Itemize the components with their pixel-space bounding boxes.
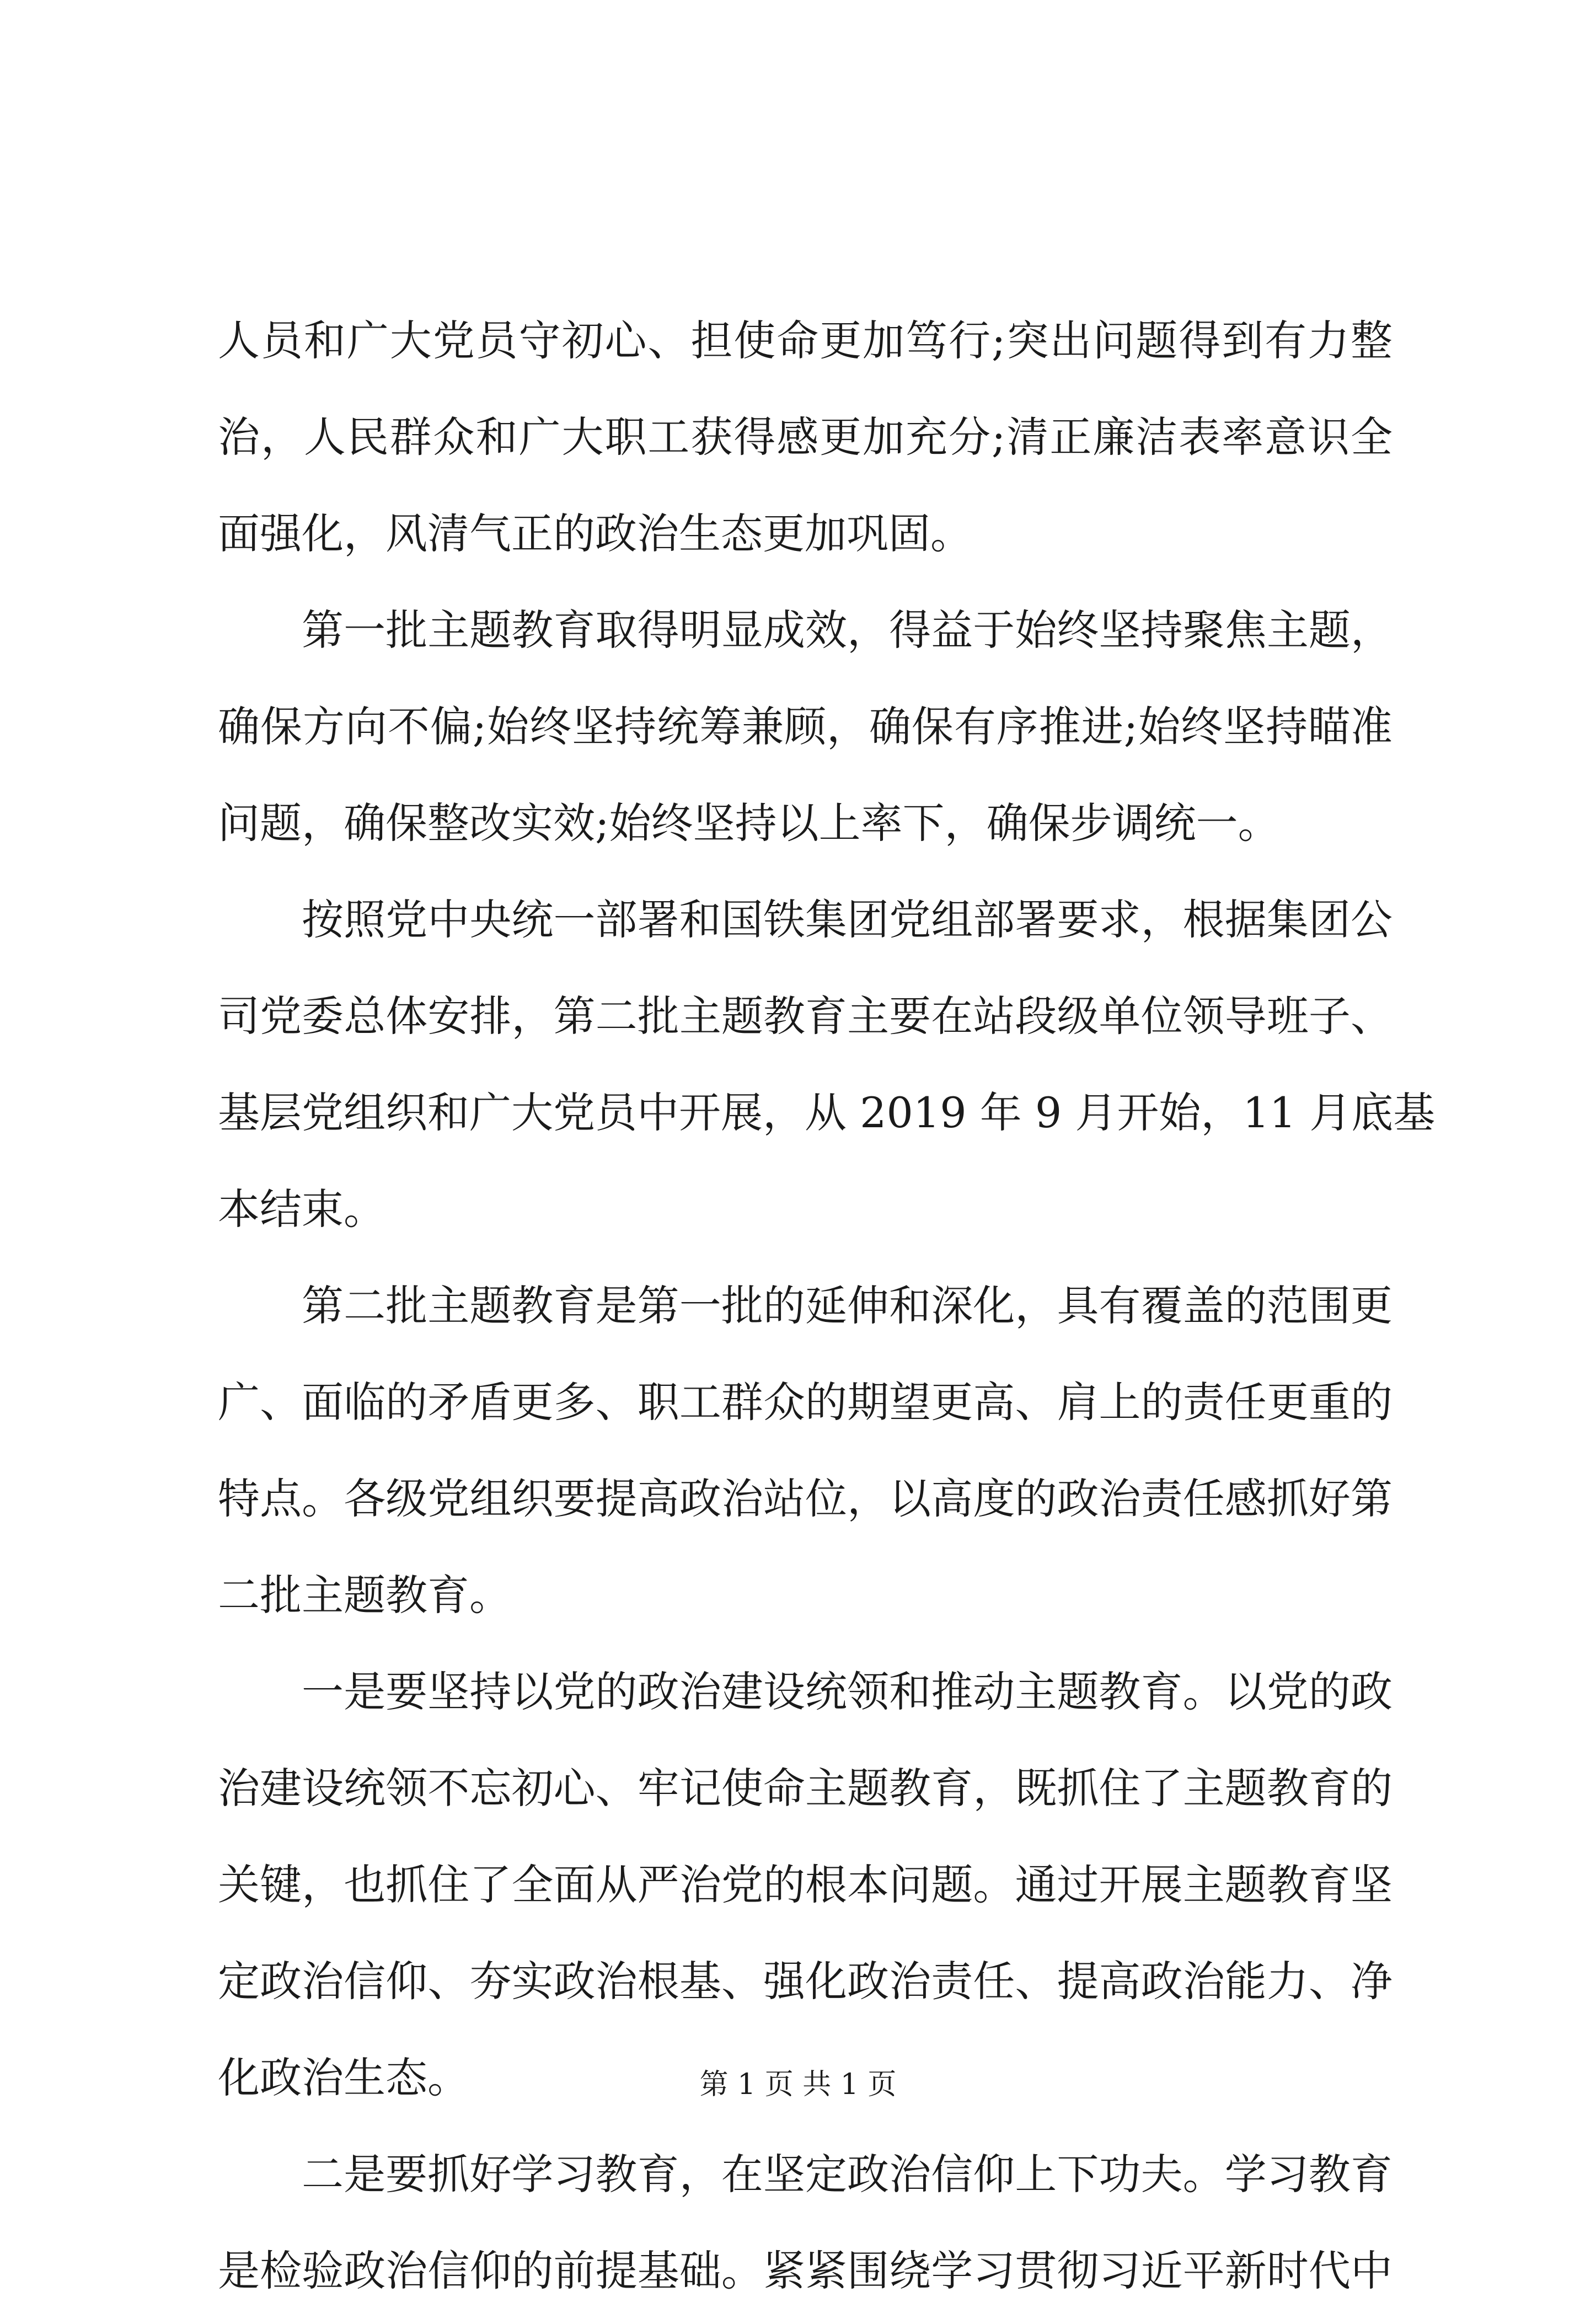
text-line: 司党委总体安排，第二批主题教育主要在站段级单位领导班子、 [218,992,1393,1041]
paragraph-2 [218,582,1393,871]
text-line: 二是要抓好学习教育，在坚定政治信仰上下功夫。学习教育 [302,2150,1393,2199]
paragraph-1 [218,292,1393,582]
text-line: 关键，也抓住了全面从严治党的根本问题。通过开展主题教育坚 [218,1860,1393,1909]
text-line: 本结束。 [218,1185,385,1234]
page-footer: 第 1 页 共 1 页 [699,2068,897,2101]
text-line: 面强化，风清气正的政治生态更加巩固。 [218,509,972,558]
paragraph-5 [218,1643,1393,2126]
text-line: 特点。各级党组织要提高政治站位，以高度的政治责任感抓好第 [218,1474,1393,1523]
text-line: 基层党组织和广大党员中开展，从 2019 年 9 月开始，11 月底基 [218,1088,1436,1137]
text-line: 广、面临的矛盾更多、职工群众的期望更高、肩上的责任更重的 [218,1378,1393,1427]
text-line: 二批主题教育。 [218,1571,511,1620]
text-line: 治建设统领不忘初心、牢记使命主题教育，既抓住了主题教育的 [218,1764,1393,1813]
paragraph-6 [218,2126,1393,2319]
text-line: 治，人民群众和广大职工获得感更加充分;清正廉洁表率意识全 [218,413,1393,462]
text-line: 确保方向不偏;始终坚持统筹兼顾，确保有序推进;始终坚持瞄准 [218,702,1393,751]
text-line: 第二批主题教育是第一批的延伸和深化，具有覆盖的范围更 [302,1281,1393,1330]
text-line: 问题，确保整改实效;始终坚持以上率下，确保步调统一。 [218,799,1280,848]
text-line: 按照党中央统一部署和国铁集团党组部署要求，根据集团公 [302,895,1393,944]
paragraph-3 [218,871,1436,1257]
text-line: 定政治信仰、夯实政治根基、强化政治责任、提高政治能力、净 [218,1957,1393,2006]
text-line: 化政治生态。 [218,2053,469,2102]
text-line: 一是要坚持以党的政治建设统领和推动主题教育。以党的政 [302,1667,1393,1716]
text-line: 是检验政治信仰的前提基础。紧紧围绕学习贯彻习近平新时代中 [218,2246,1393,2295]
text-line: 第一批主题教育取得明显成效，得益于始终坚持聚焦主题， [302,606,1393,655]
text-line: 人员和广大党员守初心、担使命更加笃行;突出问题得到有力整 [218,316,1393,365]
paragraph-4 [218,1257,1393,1643]
document-body [218,292,1436,2319]
